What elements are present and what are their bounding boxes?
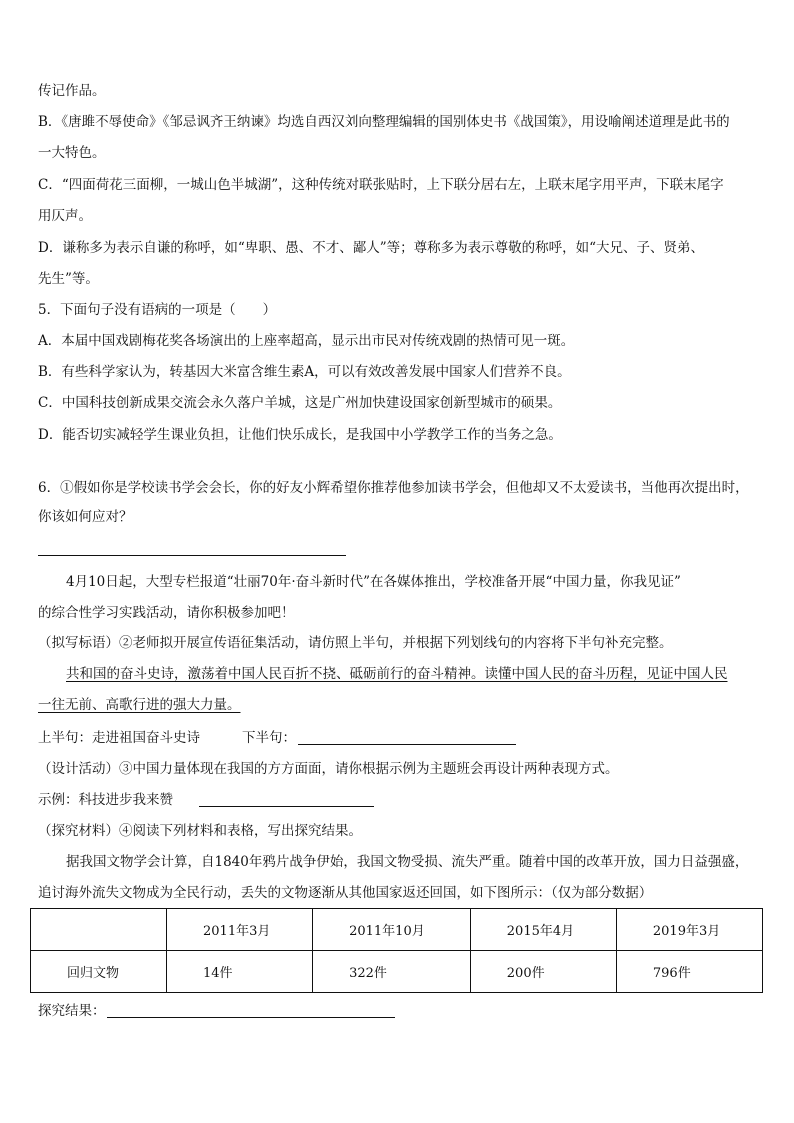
question-6: 6．①假如你是学校读书学会会长，你的好友小辉希望你推荐他参加读书学会，但他却又不太爱读书，当他再次提出时， [38,480,749,496]
table-cell: 200件 [470,951,616,993]
table-header-cell: 2011年3月 [167,909,313,951]
text-line: 传记作品。 [38,83,106,99]
text-line: 的综合性学习实践活动，请你积极参加吧！ [38,605,295,621]
table-cell: 14件 [167,951,313,993]
table-header-cell [31,909,167,951]
table-header-cell: 2015年4月 [470,909,616,951]
table-header-row [31,909,763,951]
q5-option-c: C．中国科技创新成果交流会永久落户羊城，这是广州加快建设国家创新型城市的硕果。 [38,395,562,411]
answer-line[interactable] [38,555,346,556]
q5-option-a: A．本届中国戏剧梅花奖各场演出的上座率超高，显示出市民对传统戏剧的热情可见一斑。 [38,333,575,349]
table-header-cell: 2019年3月 [616,909,762,951]
lower-half-label: 下半句： [242,730,296,746]
slogan-task: （拟写标语）②老师拟开展宣传语征集活动，请仿照上半句，并根据下列划线句的内容将下半句补充完整。 [38,635,673,651]
text-line: 追讨海外流失文物成为全民行动，丢失的文物逐渐从其他国家返还回国，如下图所示：（仅为部分数据） [38,885,653,901]
text-line: 用仄声。 [38,208,92,224]
table-cell: 322件 [313,951,471,993]
explore-task: （探究材料）④阅读下列材料和表格，写出探究结果。 [38,823,362,839]
example-label: 示例：科技进步我来赞 [38,792,173,808]
text-line: 你该如何应对？ [38,509,133,525]
option-c: C．“四面荷花三面柳，一城山色半城湖”，这种传统对联张贴时，上下联分居右左，上联末尾字用平声，下联末尾字 [38,177,724,193]
row-label: 回归文物 [31,951,167,993]
result-label: 探究结果： [38,1003,106,1019]
result-answer-line[interactable] [107,1017,395,1018]
text-line: 先生”等。 [38,271,99,287]
design-task: （设计活动）③中国力量体现在我国的方方面面，请你根据示例为主题班会再设计两种表现方式。 [38,761,619,777]
upper-half-label: 上半句：走进祖国奋斗史诗 [38,730,200,746]
table-cell: 796件 [616,951,762,993]
q5-option-b: B．有些科学家认为，转基因大米富含维生素A，可以有效改善发展中国家人们营养不良。 [38,364,571,380]
text-line: 一大特色。 [38,145,106,161]
table-header-cell: 2011年10月 [313,909,471,951]
question-5: 5．下面句子没有语病的一项是（ ） [38,302,277,318]
returned-artifacts-table [30,908,763,993]
example-answer-line[interactable] [199,806,374,807]
q5-option-d: D．能否切实减轻学生课业负担，让他们快乐成长，是我国中小学教学工作的当务之急。 [38,427,562,443]
underlined-sentence: 共和国的奋斗史诗，激荡着中国人民百折不挠、砥砺前行的奋斗精神。读懂中国人民的奋斗历程，见证中国人民 [66,666,728,682]
underlined-sentence: 一往无前、高歌行进的强大力量。 [38,697,241,713]
option-b: B．《唐雎不辱使命》《邹忌讽齐王纳谏》均选自西汉刘向整理编辑的国别体史书《战国策》，用设喻阐述道理是此书的 [38,114,730,130]
material-paragraph: 据我国文物学会计算，自1840年鸦片战争伊始，我国文物受损、流失严重。随着中国的改革开放，国力日益强盛， [66,854,749,870]
intro-paragraph: 4月10日起，大型专栏报道“壮丽70年·奋斗新时代”在各媒体推出，学校准备开展“中国力量，你我见证” [66,574,681,590]
option-d: D．谦称多为表示自谦的称呼，如“卑职、愚、不才、鄙人”等；尊称多为表示尊敬的称呼，如“大兄、子、贤弟、 [38,240,705,256]
table-row [31,951,763,993]
lower-half-answer-line[interactable] [298,744,516,745]
